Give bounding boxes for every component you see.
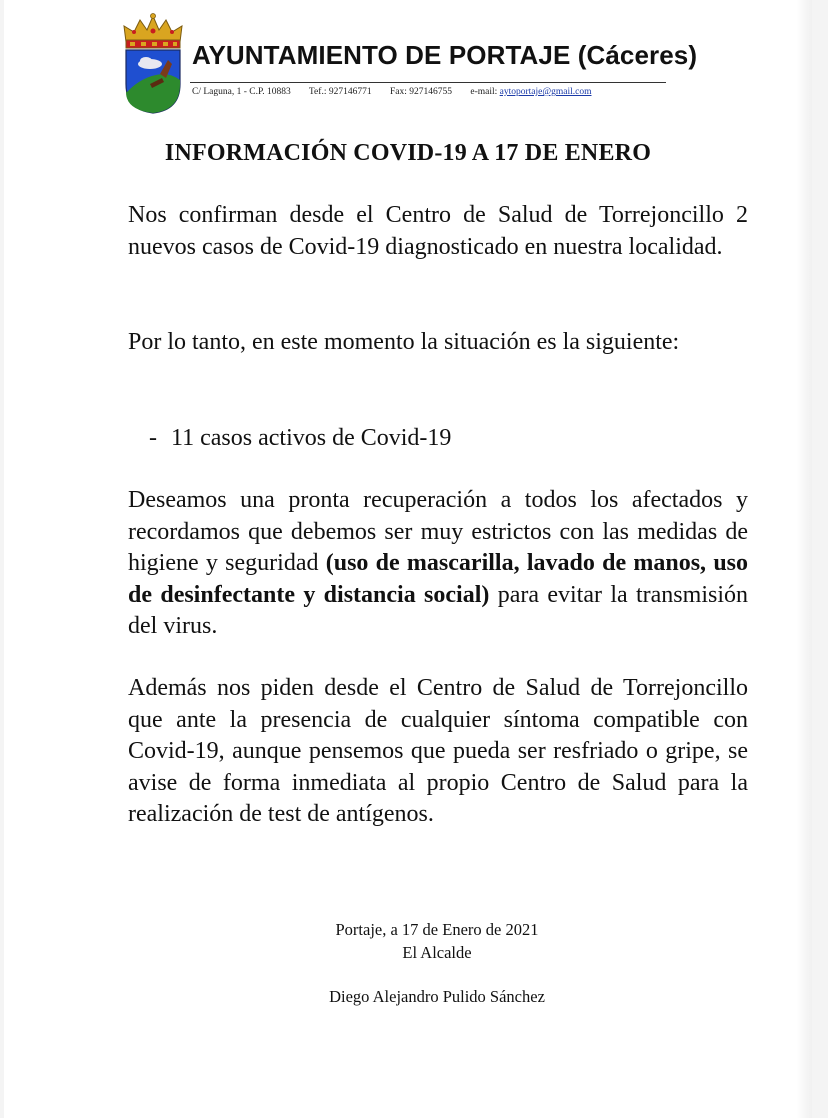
phone: Tef.: 927146771 xyxy=(308,87,372,97)
signature-role: El Alcalde xyxy=(402,943,472,962)
header-divider xyxy=(190,82,666,83)
paragraph-health-center: Además nos piden desde el Centro de Salud de Torrejoncillo que ante la presencia de cualquier síntoma compatible con Covid-19, aunque pensemos que pueda ser resfriado o gripe, se avise de forma inmediata al propio Centro de Salud para la realización de test de antígenos. xyxy=(128,675,748,827)
email-link[interactable]: aytoportaje@gmail.com xyxy=(499,87,592,97)
bullet-dash: - xyxy=(149,425,157,451)
document-page xyxy=(4,0,812,1118)
email-label: e-mail: xyxy=(470,87,500,97)
paragraph-situation: Por lo tanto, en este momento la situación es la siguiente: xyxy=(128,329,680,355)
document-title: INFORMACIÓN COVID-19 A 17 DE ENERO xyxy=(164,140,652,166)
signature-place-date: Portaje, a 17 de Enero de 2021 xyxy=(335,920,539,939)
active-cases-bullet xyxy=(149,423,451,455)
recommendations-bold: (uso de mascarilla, lavado de manos, uso de desinfectante y distancia social) xyxy=(128,550,749,608)
organization-title: AYUNTAMIENTO DE PORTAJE (Cáceres) xyxy=(192,40,698,70)
address: C/ Laguna, 1 - C.P. 10883 xyxy=(192,87,291,97)
contact-line xyxy=(192,87,592,97)
municipal-crest-icon xyxy=(120,12,186,114)
page-edge-shadow xyxy=(796,0,812,1118)
recommendations-end: para evitar la transmisión del virus. xyxy=(128,581,748,639)
active-cases-text: 11 casos activos de Covid-19 xyxy=(171,425,452,451)
signature-name: Diego Alejandro Pulido Sánchez xyxy=(329,987,545,1006)
paragraph-recommendations xyxy=(128,485,748,643)
recommendations-text: Deseamos una pronta recuperación a todos los afectados y recordamos que debemos ser muy estrictos con las medidas de higiene y seguridad xyxy=(128,487,748,576)
paragraph-new-cases: Nos confirman desde el Centro de Salud de Torrejoncillo 2 nuevos casos de Covid-19 diagnosticado en nuestra localidad. xyxy=(128,202,748,260)
fax: Fax: 927146755 xyxy=(389,87,452,97)
